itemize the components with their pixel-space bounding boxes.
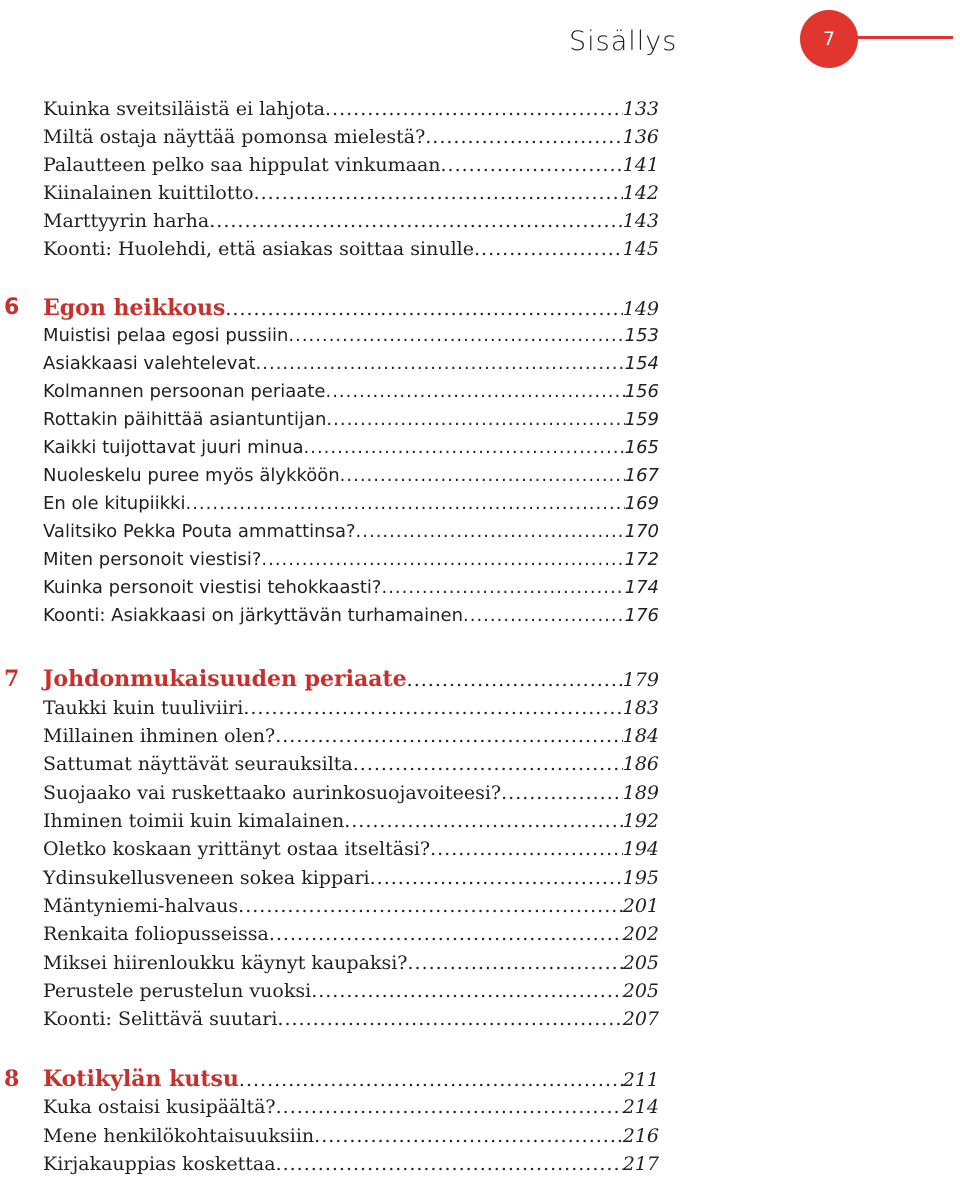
page-number: 7 <box>822 28 836 50</box>
toc-entry-title: Kiinalainen kuittilotto <box>43 182 254 204</box>
toc-entry <box>43 864 659 892</box>
toc-entry-title: Miten personoit viestisi? <box>43 549 262 570</box>
toc-entry-title: Suojaako vai ruskettaako aurinkosuojavoiteesi? <box>43 782 502 804</box>
toc-entry <box>43 920 659 948</box>
leader-dots <box>269 920 623 948</box>
toc-entry <box>43 434 659 462</box>
toc-entry-title: En ole kitupiikki <box>43 493 186 514</box>
leader-dots <box>474 235 623 263</box>
toc-entry-title: Koonti: Asiakkaasi on järkyttävän turhamainen <box>43 605 464 626</box>
leader-dots <box>463 602 625 630</box>
toc-entry-page: 205 <box>622 952 659 974</box>
toc-entry-title: Oletko koskaan yrittänyt ostaa itseltäsi? <box>43 838 431 860</box>
page-number-badge <box>800 10 858 68</box>
toc-entry-page: 214 <box>622 1096 659 1118</box>
toc-entry <box>43 378 659 406</box>
toc-entry-page: 156 <box>624 381 659 402</box>
toc-entry-title: Miksei hiirenloukku käynyt kaupaksi? <box>43 952 408 974</box>
leader-dots <box>254 179 623 207</box>
toc-entry-page: 172 <box>624 549 659 570</box>
header-rule <box>855 36 953 39</box>
chapter-number: 8 <box>4 1066 20 1092</box>
toc-entry <box>43 835 659 863</box>
toc-entry <box>43 123 659 151</box>
toc-entry-title: Kuinka sveitsiläistä ei lahjota <box>43 98 326 120</box>
leader-dots <box>238 892 623 920</box>
toc-entry-title: Muistisi pelaa egosi pussiin <box>43 325 289 346</box>
toc-entry <box>43 207 659 235</box>
toc-entry <box>43 1005 659 1033</box>
toc-entry <box>43 602 659 630</box>
toc-entry-page: 205 <box>622 980 659 1002</box>
toc-entry-title: Ihminen toimii kuin kimalainen <box>43 810 345 832</box>
leader-dots <box>353 750 623 778</box>
chapter-page: 149 <box>622 298 659 320</box>
toc-entry-title: Kuka ostaisi kusipäältä? <box>43 1096 276 1118</box>
toc-entry <box>43 1122 659 1150</box>
leader-dots <box>326 406 624 434</box>
chapter-title: Kotikylän kutsu <box>43 1066 239 1092</box>
toc-entry-page: 174 <box>624 577 659 598</box>
toc-entry-title: Marttyyrin harha <box>43 210 210 232</box>
toc-entry <box>43 977 659 1005</box>
toc-entry <box>43 949 659 977</box>
toc-entry-page: 195 <box>622 867 659 889</box>
toc-entry-title: Kirjakauppias koskettaa <box>43 1153 276 1175</box>
toc-entry-page: 176 <box>624 605 659 626</box>
toc-entry-title: Sattumat näyttävät seurauksilta <box>43 753 353 775</box>
toc-entry <box>43 518 659 546</box>
leader-dots <box>381 574 624 602</box>
leader-dots <box>243 694 622 722</box>
chapter-heading <box>43 1065 659 1093</box>
toc-entry <box>43 892 659 920</box>
toc-entry-page: 194 <box>622 838 659 860</box>
leader-dots <box>407 666 623 694</box>
toc-entry-title: Asiakkaasi valehtelevat <box>43 353 256 374</box>
toc-entry <box>43 95 659 123</box>
leader-dots <box>344 807 623 835</box>
toc-entry <box>43 490 659 518</box>
leader-dots <box>304 434 625 462</box>
leader-dots <box>441 151 623 179</box>
toc-entry <box>43 179 659 207</box>
toc-entry <box>43 574 659 602</box>
toc-entry <box>43 235 659 263</box>
toc-entry-page: 184 <box>622 725 659 747</box>
chapter-title: Johdonmukaisuuden periaate <box>43 666 407 692</box>
toc-entry <box>43 1093 659 1121</box>
leader-dots <box>407 949 622 977</box>
toc-entry-page: 217 <box>622 1153 659 1175</box>
leader-dots <box>239 1066 623 1094</box>
toc-entry-title: Mene henkilökohtaisuuksiin <box>43 1125 315 1147</box>
leader-dots <box>370 864 623 892</box>
leader-dots <box>277 1005 622 1033</box>
toc-entry <box>43 322 659 350</box>
leader-dots <box>275 722 623 750</box>
toc-entry-title: Taukki kuin tuuliviiri <box>43 697 244 719</box>
chapter-number: 7 <box>4 666 20 692</box>
toc-entry-title: Koonti: Huolehdi, että asiakas soittaa sinulle <box>43 238 474 260</box>
chapter-page: 211 <box>622 1069 659 1091</box>
toc-entry-page: 201 <box>622 895 659 917</box>
toc-entry-page: 207 <box>622 1008 659 1030</box>
leader-dots <box>430 835 623 863</box>
toc-entry-title: Mäntyniemi-halvaus <box>43 895 239 917</box>
toc-entry-title: Perustele perustelun vuoksi <box>43 980 312 1002</box>
toc-entry <box>43 350 659 378</box>
leader-dots <box>340 462 625 490</box>
leader-dots <box>209 207 622 235</box>
leader-dots <box>325 378 624 406</box>
toc-entry <box>43 462 659 490</box>
toc-entry-title: Ydinsukellusveneen sokea kippari <box>43 867 370 889</box>
toc-entry-title: Nuoleskelu puree myös älykköön <box>43 465 340 486</box>
toc-entry-page: 142 <box>622 182 659 204</box>
toc-entry-title: Kolmannen persoonan periaate <box>43 381 326 402</box>
toc-entry-page: 141 <box>622 154 659 176</box>
leader-dots <box>314 1122 623 1150</box>
toc-entry-title: Renkaita foliopusseissa <box>43 923 269 945</box>
toc-entry-title: Miltä ostaja näyttää pomonsa mielestä? <box>43 126 426 148</box>
toc-entry-page: 159 <box>624 409 659 430</box>
chapter-number: 6 <box>4 295 20 320</box>
toc-entry-title: Valitsiko Pekka Pouta ammattinsa? <box>43 521 356 542</box>
chapter-heading <box>43 294 659 322</box>
toc-entry-title: Palautteen pelko saa hippulat vinkumaan <box>43 154 441 176</box>
leader-dots <box>261 546 624 574</box>
toc-entry-page: 165 <box>624 437 659 458</box>
leader-dots <box>501 779 623 807</box>
toc-entry-page: 133 <box>622 98 659 120</box>
leader-dots <box>311 977 623 1005</box>
toc-entry-page: 183 <box>622 697 659 719</box>
leader-dots <box>325 95 623 123</box>
toc-entry <box>43 722 659 750</box>
toc-entry-title: Kuinka personoit viestisi tehokkaasti? <box>43 577 382 598</box>
toc-entry-page: 170 <box>624 521 659 542</box>
toc-entry <box>43 1150 659 1178</box>
toc-entry <box>43 546 659 574</box>
toc-entry-title: Rottakin päihittää asiantuntijan <box>43 409 327 430</box>
toc-entry-page: 202 <box>622 923 659 945</box>
leader-dots <box>225 295 622 323</box>
toc-entry-page: 169 <box>624 493 659 514</box>
toc-entry-page: 167 <box>624 465 659 486</box>
leader-dots <box>256 350 625 378</box>
toc-entry-page: 216 <box>622 1125 659 1147</box>
toc-entry-page: 143 <box>622 210 659 232</box>
leader-dots <box>276 1093 623 1121</box>
chapter-title: Egon heikkous <box>43 295 226 321</box>
toc-entry-page: 186 <box>622 753 659 775</box>
leader-dots <box>288 322 624 350</box>
toc-entry-title: Koonti: Selittävä suutari <box>43 1008 278 1030</box>
toc-entry-page: 189 <box>622 782 659 804</box>
leader-dots <box>425 123 622 151</box>
toc-entry <box>43 807 659 835</box>
chapter-heading <box>43 665 659 693</box>
leader-dots <box>185 490 624 518</box>
chapter-page: 179 <box>622 669 659 691</box>
toc-entry <box>43 779 659 807</box>
toc-entry-title: Kaikki tuijottavat juuri minua <box>43 437 304 458</box>
toc-entry-page: 154 <box>624 353 659 374</box>
leader-dots <box>356 518 625 546</box>
toc-entry-page: 192 <box>622 810 659 832</box>
toc-entry-title: Millainen ihminen olen? <box>43 725 276 747</box>
toc-entry <box>43 750 659 778</box>
toc-entry <box>43 151 659 179</box>
toc-entry-page: 153 <box>624 325 659 346</box>
toc-entry-page: 136 <box>622 126 659 148</box>
toc-entry <box>43 694 659 722</box>
toc-entry <box>43 406 659 434</box>
leader-dots <box>276 1150 623 1178</box>
section-title: Sisällys <box>569 26 678 57</box>
toc-entry-page: 145 <box>622 238 659 260</box>
